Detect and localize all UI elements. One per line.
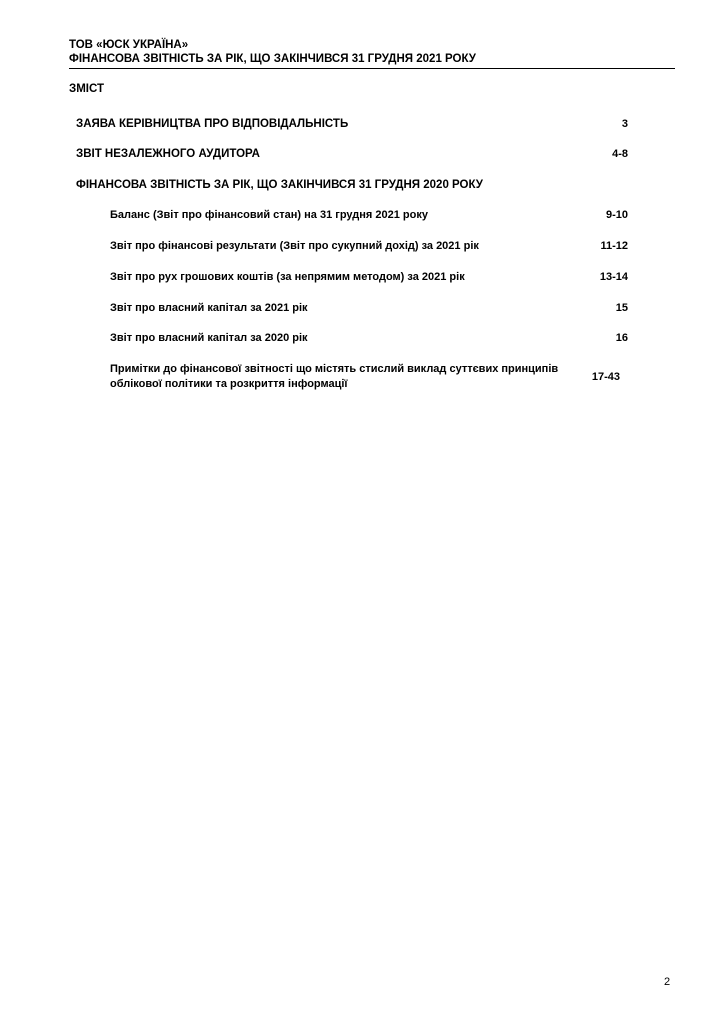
toc-entry-text: Звіт про власний капітал за 2021 рік: [110, 302, 308, 314]
toc-entry-page: 17-43: [591, 370, 620, 383]
toc-entry-page: 9-10: [605, 209, 628, 221]
toc-entry-financial-statements: [76, 178, 628, 193]
toc-entry-text: Звіт про фінансові результати (Звіт про сукупний дохід) за 2021 рік: [110, 240, 479, 252]
toc-entry-page: 15: [615, 302, 628, 314]
toc-subentry-income-statement: [110, 239, 628, 254]
toc-title: ЗМІСТ: [69, 83, 105, 95]
toc-subentry-balance: [110, 208, 628, 223]
toc-entry-text: Звіт про рух грошових коштів (за непрямим методом) за 2021 рік: [110, 271, 465, 283]
toc-entry-management-statement: [76, 117, 628, 132]
toc-entry-page: 4-8: [612, 148, 628, 160]
toc-entry-text: ЗАЯВА КЕРІВНИЦТВА ПРО ВІДПОВІДАЛЬНІСТЬ: [76, 118, 349, 130]
toc-entry-page: 16: [615, 332, 628, 344]
toc-subentry-notes: [110, 362, 628, 392]
toc-entry-page: 11-12: [600, 240, 628, 252]
toc-entry-text: ФІНАНСОВА ЗВІТНІСТЬ ЗА РІК, ЩО ЗАКІНЧИВСЯ 31 ГРУДНЯ 2020 РОКУ: [76, 179, 483, 191]
document-header: [69, 38, 675, 69]
toc-subentry-cash-flow: [110, 270, 628, 285]
company-name: ТОВ «ЮСК УКРАЇНА»: [69, 39, 189, 51]
toc-entry-text: ЗВІТ НЕЗАЛЕЖНОГО АУДИТОРА: [76, 148, 260, 160]
toc-entry-page: 13-14: [599, 271, 628, 283]
toc-entry-auditor-report: [76, 147, 628, 162]
toc-subentry-equity-2020: [110, 331, 628, 346]
page-number: 2: [664, 976, 671, 988]
toc-entry-page: 3: [621, 118, 628, 130]
report-title: ФІНАНСОВА ЗВІТНІСТЬ ЗА РІК, ЩО ЗАКІНЧИВСЯ 31 ГРУДНЯ 2021 РОКУ: [69, 53, 476, 65]
toc-entry-text: Баланс (Звіт про фінансовий стан) на 31 грудня 2021 року: [110, 209, 428, 221]
toc-entry-text: Примітки до фінансової звітності що містять стислий виклад суттєвих принципів облікової політики та розкриття інформації: [110, 363, 559, 390]
toc-entry-text: Звіт про власний капітал за 2020 рік: [110, 332, 308, 344]
toc-subentry-equity-2021: [110, 301, 628, 316]
